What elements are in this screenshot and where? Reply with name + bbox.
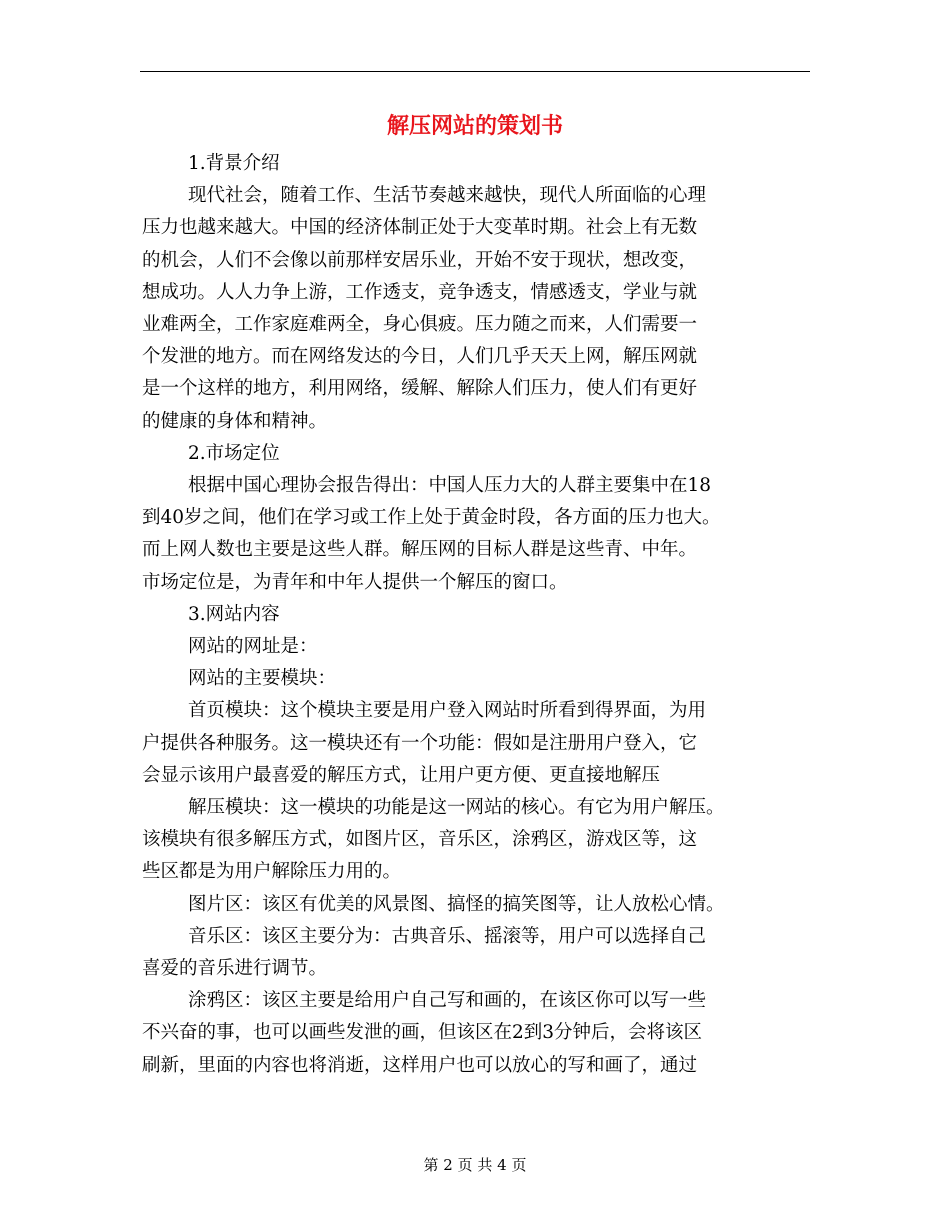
page-number-footer: 第 2 页 共 4 页	[423, 1156, 527, 1174]
text-line: 首页模块：这个模块主要是用户登入网站时所看到得界面，为用	[188, 700, 707, 722]
text-line: 网站的网址是：	[188, 636, 318, 658]
text-line: 解压模块：这一模块的功能是这一网站的核心。有它为用户解压。	[188, 797, 725, 819]
paragraph-3	[142, 438, 812, 470]
text-line: 现代社会，随着工作、生活节奏越来越快，现代人所面临的心理	[188, 185, 707, 207]
header-rule	[140, 71, 810, 72]
text-line: 而上网人数也主要是这些人群。解压网的目标人群是这些青、中年。	[142, 539, 698, 561]
paragraph-7	[142, 663, 812, 695]
paragraph-8	[142, 695, 812, 792]
text-line: 的机会，人们不会像以前那样安居乐业，开始不安于现状，想改变，	[142, 249, 698, 271]
paragraph-4	[142, 470, 812, 599]
paragraph-11	[142, 921, 812, 985]
paragraph-5	[142, 599, 812, 631]
paragraph-2	[142, 180, 812, 438]
paragraph-10	[142, 889, 812, 921]
text-line: 不兴奋的事，也可以画些发泄的画，但该区在2到3分钟后，会将该区	[142, 1022, 703, 1044]
text-line: 图片区：该区有优美的风景图、搞怪的搞笑图等，让人放松心情。	[188, 893, 725, 915]
paragraph-1	[142, 148, 812, 180]
text-line: 喜爱的音乐进行调节。	[142, 958, 328, 980]
text-line: 该模块有很多解压方式，如图片区，音乐区，涂鸦区，游戏区等，这	[142, 829, 698, 851]
text-line: 到40岁之间，他们在学习或工作上处于黄金时段，各方面的压力也大。	[142, 507, 721, 529]
text-line: 是一个这样的地方，利用网络，缓解、解除人们压力，使人们有更好	[142, 378, 698, 400]
text-line: 3.网站内容	[188, 603, 280, 625]
text-line: 户提供各种服务。这一模块还有一个功能：假如是注册用户登入，它	[142, 732, 698, 754]
text-line: 根据中国心理协会报告得出：中国人压力大的人群主要集中在18	[188, 475, 712, 497]
text-line: 业难两全，工作家庭难两全，身心俱疲。压力随之而来，人们需要一	[142, 314, 698, 336]
document-title: 解压网站的策划书	[386, 113, 563, 139]
text-line: 音乐区：该区主要分为：古典音乐、摇滚等，用户可以选择自己	[188, 925, 707, 947]
text-line: 会显示该用户最喜爱的解压方式，让用户更方便、更直接地解压	[142, 764, 661, 786]
text-line: 网站的主要模块：	[188, 668, 337, 690]
text-line: 市场定位是，为青年和中年人提供一个解压的窗口。	[142, 571, 568, 593]
text-line: 1.背景介绍	[188, 153, 280, 174]
paragraph-9	[142, 792, 812, 889]
text-line: 个发泄的地方。而在网络发达的今日，人们几乎天天上网，解压网就	[142, 346, 698, 368]
paragraph-6	[142, 631, 812, 663]
text-line: 涂鸦区：该区主要是给用户自己写和画的，在该区你可以写一些	[188, 990, 707, 1012]
text-line: 压力也越来越大。中国的经济体制正处于大变革时期。社会上有无数	[142, 217, 698, 239]
document-body	[142, 148, 812, 1082]
text-line: 的健康的身体和精神。	[142, 410, 328, 432]
text-line: 些区都是为用户解除压力用的。	[142, 861, 402, 883]
text-line: 刷新，里面的内容也将消逝，这样用户也可以放心的写和画了，通过	[142, 1054, 698, 1076]
text-line: 想成功。人人力争上游，工作透支，竞争透支，情感透支，学业与就	[142, 281, 698, 303]
paragraph-12	[142, 985, 812, 1082]
text-line: 2.市场定位	[188, 442, 280, 464]
